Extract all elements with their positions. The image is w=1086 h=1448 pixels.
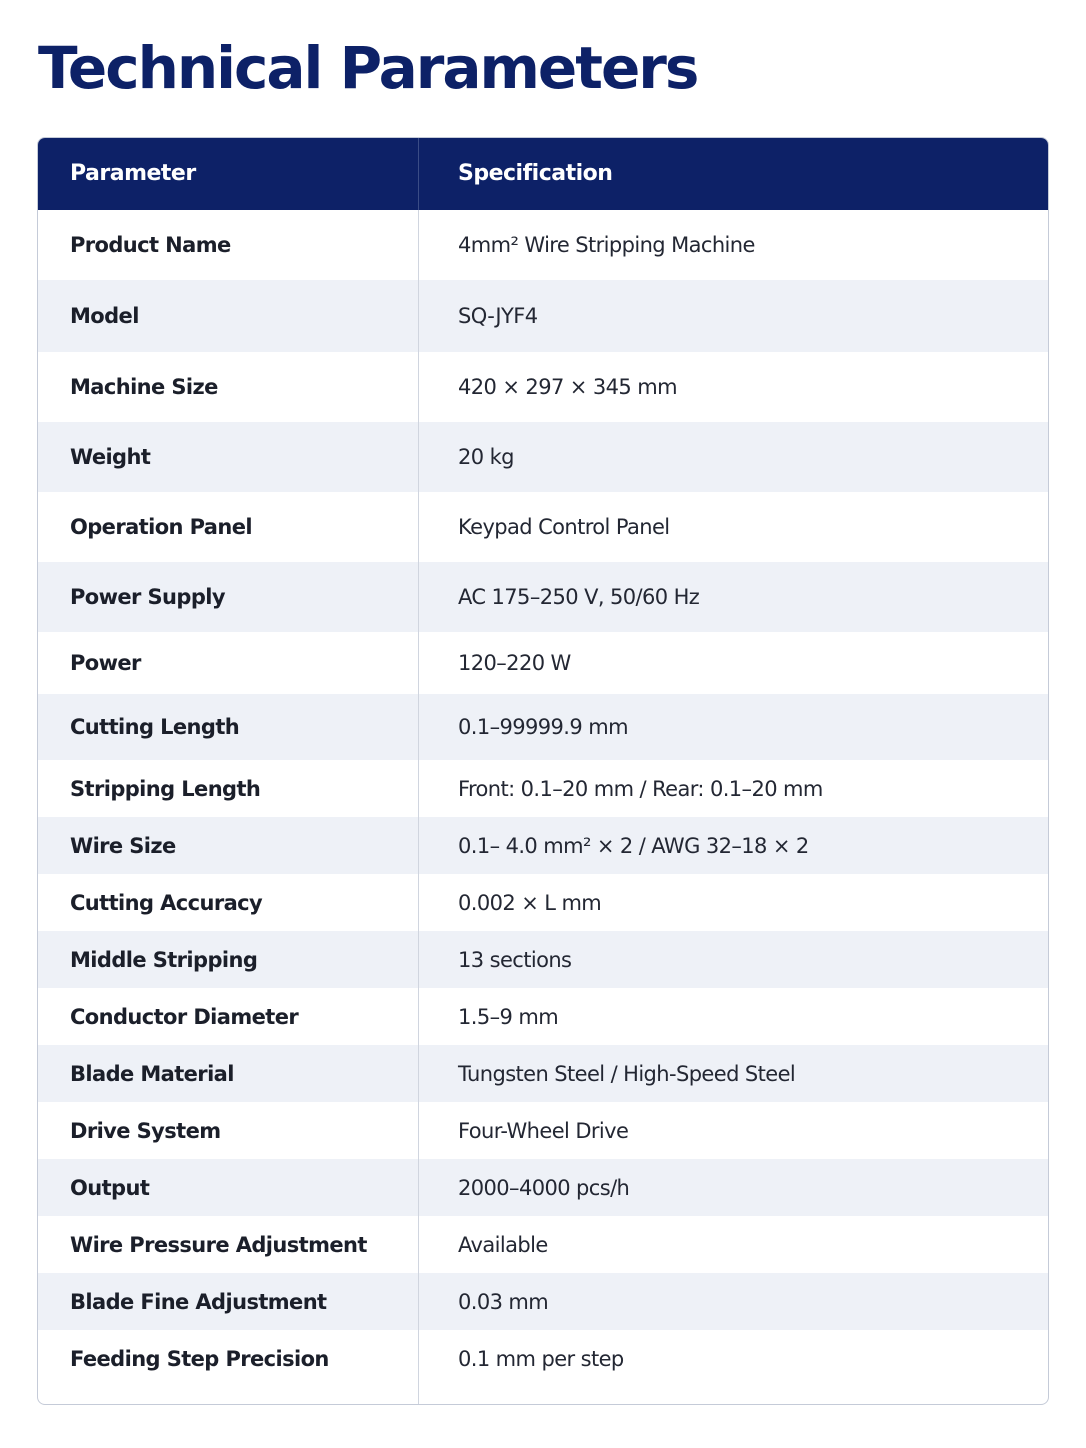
- table-row: [38, 988, 1048, 1045]
- parameter-cell: Operation Panel: [70, 515, 252, 539]
- table-row: [38, 1330, 1048, 1387]
- parameter-cell: Wire Pressure Adjustment: [70, 1232, 367, 1257]
- specification-cell: 0.1 mm per step: [458, 1346, 624, 1371]
- parameter-cell: Middle Stripping: [70, 947, 258, 972]
- table-row: [38, 562, 1048, 632]
- specification-cell: 2000–4000 pcs/h: [458, 1175, 630, 1200]
- parameter-cell: Model: [70, 304, 139, 328]
- parameter-cell: Cutting Length: [70, 715, 240, 739]
- table-row: [38, 874, 1048, 931]
- parameter-cell: Machine Size: [70, 375, 218, 399]
- specification-cell: 0.002 × L mm: [458, 890, 602, 915]
- header-divider: [418, 138, 419, 210]
- parameter-cell: Blade Material: [70, 1061, 234, 1086]
- specification-cell: 120–220 W: [458, 651, 571, 675]
- table-row: [38, 210, 1048, 280]
- parameter-cell: Conductor Diameter: [70, 1004, 299, 1029]
- specification-cell: AC 175–250 V, 50/60 Hz: [458, 585, 700, 609]
- parameter-cell: Stripping Length: [70, 776, 261, 801]
- table-row: [38, 280, 1048, 352]
- parameter-cell: Blade Fine Adjustment: [70, 1289, 327, 1314]
- parameter-cell: Cutting Accuracy: [70, 890, 263, 915]
- specification-cell: Keypad Control Panel: [458, 515, 670, 539]
- specification-cell: 0.1–99999.9 mm: [458, 715, 628, 739]
- parameter-cell: Wire Size: [70, 833, 176, 858]
- specification-cell: 13 sections: [458, 947, 572, 972]
- specification-cell: 420 × 297 × 345 mm: [458, 375, 677, 399]
- table-row: [38, 817, 1048, 874]
- table-row: [38, 1216, 1048, 1273]
- specification-cell: 0.1– 4.0 mm² × 2 / AWG 32–18 × 2: [458, 833, 809, 858]
- parameter-cell: Product Name: [70, 233, 231, 257]
- parameter-cell: Weight: [70, 445, 151, 469]
- table-row: [38, 931, 1048, 988]
- header-specification: Specification: [458, 161, 613, 186]
- specification-cell: Front: 0.1–20 mm / Rear: 0.1–20 mm: [458, 776, 823, 801]
- specification-cell: Four-Wheel Drive: [458, 1118, 629, 1143]
- parameter-cell: Drive System: [70, 1118, 221, 1143]
- table-row: [38, 760, 1048, 817]
- parameter-cell: Power: [70, 651, 141, 675]
- table-row: [38, 632, 1048, 694]
- table-row: [38, 1102, 1048, 1159]
- specification-cell: 1.5–9 mm: [458, 1004, 559, 1029]
- table-header: [38, 138, 1048, 210]
- table-row: [38, 1159, 1048, 1216]
- specification-cell: Tungsten Steel / High-Speed Steel: [458, 1061, 796, 1086]
- parameter-cell: Power Supply: [70, 585, 225, 609]
- parameter-cell: Output: [70, 1175, 150, 1200]
- table-row: [38, 694, 1048, 760]
- page-title: Technical Parameters: [38, 34, 698, 102]
- specification-cell: 20 kg: [458, 445, 514, 469]
- specification-cell: 4mm² Wire Stripping Machine: [458, 233, 755, 257]
- table-row: [38, 352, 1048, 422]
- table-row: [38, 422, 1048, 492]
- column-divider: [418, 210, 419, 1404]
- specification-cell: Available: [458, 1232, 548, 1257]
- table-row: [38, 492, 1048, 562]
- table-row: [38, 1045, 1048, 1102]
- header-parameter: Parameter: [70, 161, 196, 186]
- specification-cell: SQ-JYF4: [458, 304, 538, 328]
- spec-table: [37, 137, 1049, 1405]
- specification-cell: 0.03 mm: [458, 1289, 549, 1314]
- parameter-cell: Feeding Step Precision: [70, 1346, 329, 1371]
- table-row: [38, 1273, 1048, 1330]
